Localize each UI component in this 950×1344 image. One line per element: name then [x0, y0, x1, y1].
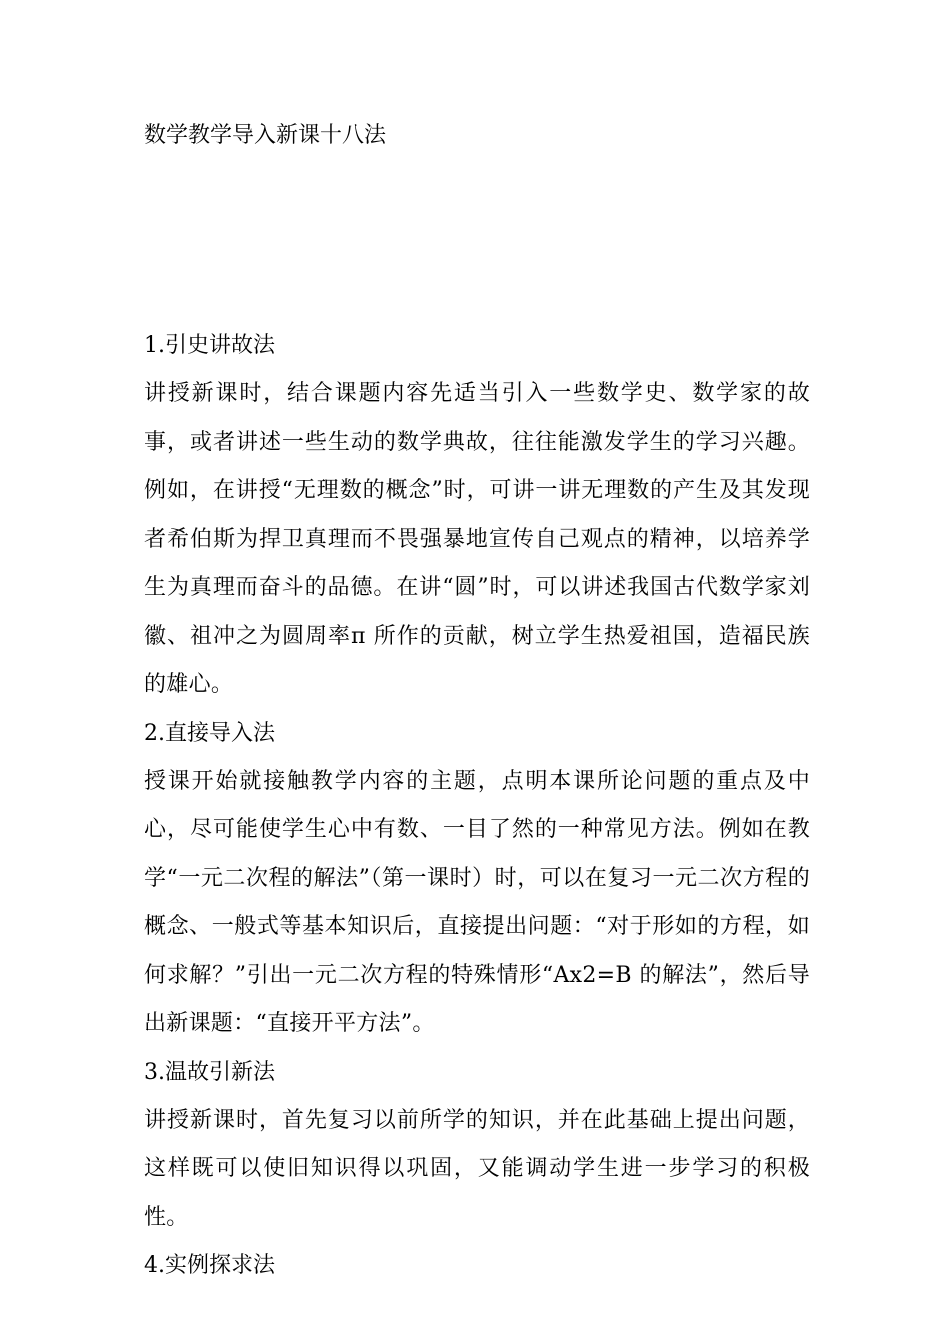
document-title: 数学教学导入新课十八法	[144, 123, 387, 148]
section-heading: 2.直接导入法	[144, 720, 275, 746]
section-history-story	[144, 322, 810, 710]
section-direct-introduction	[144, 710, 810, 1049]
section-body: 授课开始就接触教学内容的主题，点明本课所论问题的重点及中心，尽可能使学生心中有数、一目了然的一种常见方法。例如在教学“一元二次程的解法”（第一课时）时，可以在复习一元二次方程的概念、一般式等基本知识后，直接提出问题：“对于形如的方程，如何求解？”引出一元二次方程的特殊情形“Ax2=B 的解法”，然后导出新课题：“直接开平方法”。	[144, 768, 810, 1036]
section-body: 讲授新课时，首先复习以前所学的知识，并在此基础上提出问题，这样既可以使旧知识得以巩固，又能调动学生进一步学习的积极性。	[144, 1107, 810, 1230]
section-heading: 1.引史讲故法	[144, 333, 275, 358]
section-review-introduction	[144, 1049, 810, 1243]
document-content	[144, 112, 810, 1290]
section-example-exploration	[144, 1242, 810, 1290]
section-heading: 3.温故引新法	[144, 1059, 275, 1085]
section-body: 讲授新课时，结合课题内容先适当引入一些数学史、数学家的故事，或者讲述一些生动的数学典故，往往能激发学生的学习兴趣。例如，在讲授“无理数的概念”时，可讲一讲无理数的产生及其发现者希伯斯为捍卫真理而不畏强暴地宣传自己观点的精神，以培养学生为真理而奋斗的品德。在讲“圆”时，可以讲述我国古代数学家刘徽、祖冲之为圆周率π 所作的贡献，树立学生热爱祖国，造福民族的雄心。	[144, 381, 810, 697]
section-heading: 4.实例探求法	[144, 1253, 275, 1278]
title-spacer	[144, 160, 810, 322]
